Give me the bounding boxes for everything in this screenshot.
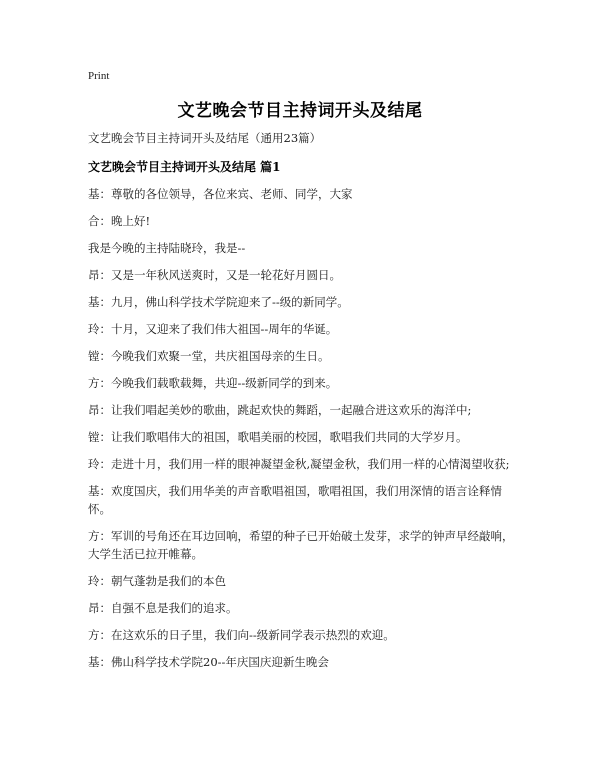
paragraph: 镗：今晚我们欢聚一堂，共庆祖国母亲的生日。 — [88, 349, 330, 363]
document-subtitle: 文艺晚会节目主持词开头及结尾（通用23篇） — [88, 131, 322, 145]
paragraph: 镗：让我们歌唱伟大的祖国，歌唱美丽的校园，歌唱我们共同的大学岁月。 — [88, 430, 468, 444]
paragraph: 方：在这欢乐的日子里，我们向--级新同学表示热烈的欢迎。 — [88, 628, 395, 642]
paragraph: 玲：走进十月，我们用一样的眼神凝望金秋,凝望金秋，我们用一样的心情渴望收获; — [88, 457, 510, 471]
paragraph: 方：今晚我们载歌载舞，共迎--级新同学的到来。 — [88, 376, 338, 390]
page-title: 文艺晚会节目主持词开头及结尾 — [177, 101, 423, 121]
paragraph: 基：九月，佛山科学技术学院迎来了--级的新同学。 — [88, 295, 349, 309]
paragraph: 基：欢度国庆，我们用华美的声音歌唱祖国，歌唱祖国，我们用深情的语言诠释情怀。 — [88, 484, 502, 516]
paragraph: 玲：朝气蓬勃是我们的本色 — [88, 574, 226, 588]
paragraph: 方：军训的号角还在耳边回响，希望的种子已开始破土发芽，求学的钟声早经敲响，大学生活已拉开帷幕。 — [88, 529, 514, 561]
paragraph: 合：晚上好! — [88, 214, 151, 228]
paragraph: 玲：十月，又迎来了我们伟大祖国--周年的华诞。 — [88, 322, 338, 336]
paragraph: 基：佛山科学技术学院20--年庆国庆迎新生晚会 — [88, 655, 329, 669]
paragraph: 昂：自强不息是我们的追求。 — [88, 601, 238, 615]
paragraph: 基：尊敬的各位领导，各位来宾、老师、同学，大家 — [88, 187, 353, 201]
print-label[interactable]: Print — [88, 70, 110, 82]
document-body — [88, 129, 518, 680]
paragraph: 昂：让我们唱起美妙的歌曲，跳起欢快的舞蹈，一起融合进这欢乐的海洋中; — [88, 403, 472, 417]
section-heading: 文艺晚会节目主持词开头及结尾 篇1 — [88, 160, 281, 174]
paragraph: 昂：又是一年秋风送爽时，又是一轮花好月圆日。 — [88, 268, 341, 282]
paragraph: 我是今晚的主持陆晓玲，我是-- — [88, 241, 246, 255]
